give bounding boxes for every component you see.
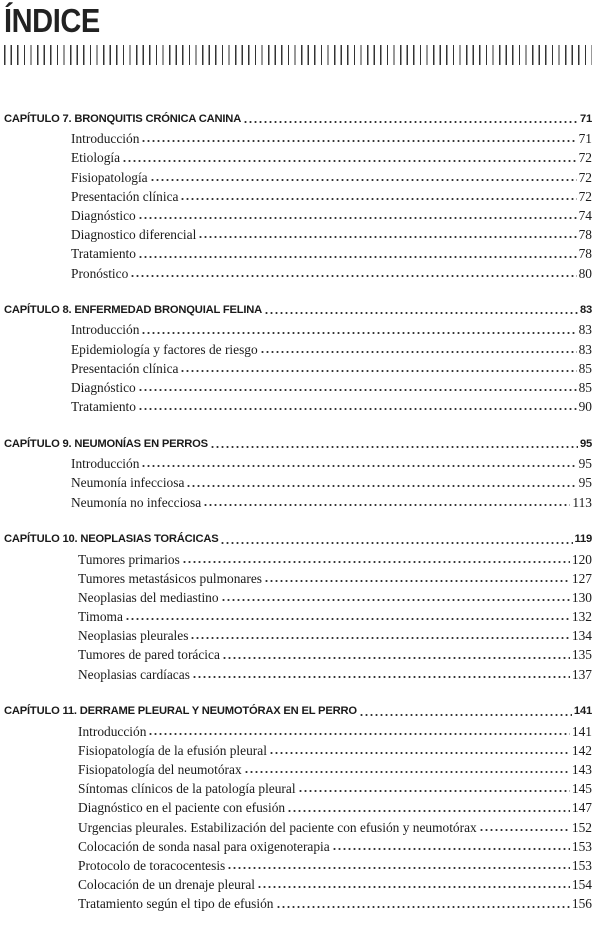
leader-dots (243, 118, 578, 124)
entry-label: Fisiopatología de la efusión pleural (78, 742, 267, 758)
leader-dots (479, 826, 570, 832)
chapter-block (0, 435, 600, 512)
entry-page-number: 127 (571, 570, 592, 586)
entry-page-number: 78 (578, 246, 592, 262)
entry-label: Urgencias pleurales. Estabilización del paciente con efusión y neumotórax (78, 819, 477, 835)
leader-dots (244, 768, 570, 774)
leader-dots (180, 367, 576, 373)
entry-label: Diagnóstico (71, 380, 136, 396)
leader-dots (180, 195, 576, 201)
leader-dots (198, 233, 576, 239)
toc-entry (0, 645, 600, 664)
chapter-heading (0, 702, 600, 721)
entry-label: Colocación de sonda nasal para oxigenoterapia (78, 838, 330, 854)
toc-entry (0, 206, 600, 225)
leader-dots (203, 501, 570, 507)
entry-page-number: 134 (571, 628, 592, 644)
leader-dots (257, 883, 570, 889)
chapter-block (0, 301, 600, 416)
toc-entry (0, 320, 600, 339)
toc-entry (0, 856, 600, 875)
entry-label: Introducción (78, 723, 147, 739)
leader-dots (141, 137, 576, 143)
leader-dots (138, 386, 577, 392)
entry-label: Pronóstico (71, 265, 129, 281)
chapter-page-number: 95 (579, 438, 592, 450)
toc-entry (0, 894, 600, 913)
toc-entry (0, 607, 600, 626)
chapter-title: CAPÍTULO 11. DERRAME PLEURAL Y NEUMOTÓRAX EN EL PERRO (4, 705, 357, 718)
entry-page-number: 145 (571, 781, 592, 797)
toc-entry (0, 569, 600, 588)
entry-page-number: 72 (578, 150, 592, 166)
chapter-block (0, 702, 600, 913)
toc-entry (0, 798, 600, 817)
leader-dots (138, 405, 577, 411)
toc-entry (0, 760, 600, 779)
leader-dots (192, 673, 570, 679)
entry-label: Neoplasias pleurales (78, 628, 189, 644)
entry-page-number: 85 (578, 380, 592, 396)
entry-page-number: 72 (578, 169, 592, 185)
leader-dots (138, 253, 577, 259)
chapter-heading (0, 301, 600, 320)
entry-page-number: 90 (578, 399, 592, 415)
entry-label: Presentación clínica (71, 360, 179, 376)
entry-label: Neumonía no infecciosa (71, 494, 202, 510)
chapter-block (0, 110, 600, 283)
leader-dots (359, 711, 572, 717)
entry-page-number: 71 (578, 131, 592, 147)
entry-label: Colocación de un drenaje pleural (78, 877, 255, 893)
entry-label: Epidemiología y factores de riesgo (71, 341, 258, 357)
toc-entry (0, 264, 600, 283)
entry-page-number: 156 (571, 896, 592, 912)
leader-dots (264, 577, 570, 583)
entry-label: Fisiopatología del neumotórax (78, 762, 242, 777)
entry-page-number: 120 (571, 551, 592, 567)
entry-label: Tratamiento según el tipo de efusión (78, 896, 274, 912)
chapter-title: CAPÍTULO 9. NEUMONÍAS EN PERROS (4, 438, 208, 450)
entry-label: Tumores metastásicos pulmonares (78, 570, 262, 586)
entry-page-number: 113 (572, 494, 592, 510)
entry-page-number: 132 (571, 609, 592, 625)
leader-dots (276, 903, 570, 909)
chapter-title: CAPÍTULO 7. BRONQUITIS CRÓNICA CANINA (4, 113, 242, 125)
leader-dots (260, 348, 577, 354)
chapter-heading (0, 530, 600, 549)
toc-entry (0, 550, 600, 569)
leader-dots (287, 807, 570, 813)
page-title: ÍNDICE (4, 2, 100, 39)
entry-page-number: 153 (571, 838, 592, 854)
leader-dots (222, 654, 570, 660)
chapter-page-number: 71 (579, 113, 592, 125)
entry-label: Diagnostico diferencial (71, 227, 197, 243)
toc-entry (0, 665, 600, 684)
entry-label: Protocolo de toracocentesis (78, 857, 226, 873)
leader-dots (332, 845, 570, 851)
entry-label: Introducción (71, 456, 140, 472)
toc-entry (0, 168, 600, 187)
entry-label: Neoplasias del mediastino (78, 589, 219, 605)
chapter-block (0, 530, 600, 684)
entry-page-number: 141 (571, 723, 592, 739)
leader-dots (141, 462, 576, 468)
entry-page-number: 135 (571, 647, 592, 663)
toc-entry (0, 340, 600, 359)
leader-dots (122, 157, 577, 163)
chapter-page-number: 83 (579, 304, 592, 317)
entry-label: Tumores primarios (78, 551, 180, 567)
toc-entry (0, 378, 600, 397)
toc-entry (0, 779, 600, 798)
toc-entry (0, 722, 600, 741)
toc-entry (0, 473, 600, 492)
leader-dots (138, 214, 577, 220)
decorative-barcode-rule (4, 45, 592, 65)
entry-page-number: 153 (571, 857, 592, 873)
entry-label: Neumonía infecciosa (71, 475, 185, 491)
leader-dots (227, 864, 570, 870)
entry-label: Presentación clínica (71, 188, 179, 204)
entry-label: Tumores de pared torácica (78, 647, 220, 663)
leader-dots (220, 539, 572, 545)
entry-page-number: 143 (571, 762, 592, 777)
entry-page-number: 154 (571, 877, 592, 893)
entry-page-number: 95 (578, 475, 592, 491)
entry-label: Introducción (71, 322, 140, 338)
entry-page-number: 74 (578, 207, 592, 223)
chapter-page-number: 141 (573, 705, 592, 718)
entry-label: Síntomas clínicos de la patología pleural (78, 781, 296, 797)
entry-label: Neoplasias cardíacas (78, 666, 190, 682)
entry-page-number: 72 (578, 188, 592, 204)
entry-page-number: 130 (571, 589, 592, 605)
leader-dots (264, 309, 578, 315)
leader-dots (221, 596, 570, 602)
entry-page-number: 83 (578, 322, 592, 338)
chapter-title: CAPÍTULO 8. ENFERMEDAD BRONQUIAL FELINA (4, 304, 263, 317)
toc-entry (0, 187, 600, 206)
entry-page-number: 78 (578, 227, 592, 243)
entry-page-number: 85 (578, 360, 592, 376)
entry-page-number: 147 (571, 800, 592, 816)
toc-entry (0, 875, 600, 894)
toc-entry (0, 359, 600, 378)
chapter-page-number: 119 (574, 533, 592, 546)
leader-dots (125, 615, 570, 621)
toc-entry (0, 454, 600, 473)
leader-dots (148, 730, 569, 736)
entry-page-number: 95 (578, 456, 592, 472)
entry-label: Introducción (71, 131, 140, 147)
entry-label: Diagnóstico (71, 207, 136, 223)
entry-label: Etiología (71, 150, 121, 166)
toc-entry (0, 818, 600, 837)
leader-dots (130, 272, 576, 278)
chapter-heading (0, 110, 600, 129)
toc-entry (0, 148, 600, 167)
toc-entry (0, 588, 600, 607)
entry-page-number: 80 (578, 265, 592, 281)
toc-entry (0, 626, 600, 645)
leader-dots (150, 176, 577, 182)
entry-label: Fisiopatología (71, 169, 148, 185)
entry-page-number: 142 (571, 742, 592, 758)
table-of-contents (0, 110, 600, 932)
leader-dots (190, 634, 569, 640)
leader-dots (210, 443, 578, 449)
toc-entry (0, 397, 600, 416)
toc-entry (0, 129, 600, 148)
toc-entry (0, 741, 600, 760)
leader-dots (141, 329, 576, 335)
leader-dots (269, 749, 570, 755)
leader-dots (186, 482, 576, 488)
entry-label: Tratamiento (71, 399, 136, 415)
entry-label: Tratamiento (71, 246, 136, 262)
toc-entry (0, 493, 600, 512)
chapter-heading (0, 435, 600, 454)
entry-page-number: 83 (578, 341, 592, 357)
leader-dots (298, 787, 570, 793)
entry-page-number: 152 (571, 819, 592, 835)
leader-dots (182, 558, 570, 564)
toc-entry (0, 225, 600, 244)
entry-label: Diagnóstico en el paciente con efusión (78, 800, 286, 816)
entry-page-number: 137 (571, 666, 592, 682)
chapter-title: CAPÍTULO 10. NEOPLASIAS TORÁCICAS (4, 533, 219, 546)
toc-entry (0, 837, 600, 856)
toc-entry (0, 244, 600, 263)
entry-label: Timoma (78, 609, 123, 625)
